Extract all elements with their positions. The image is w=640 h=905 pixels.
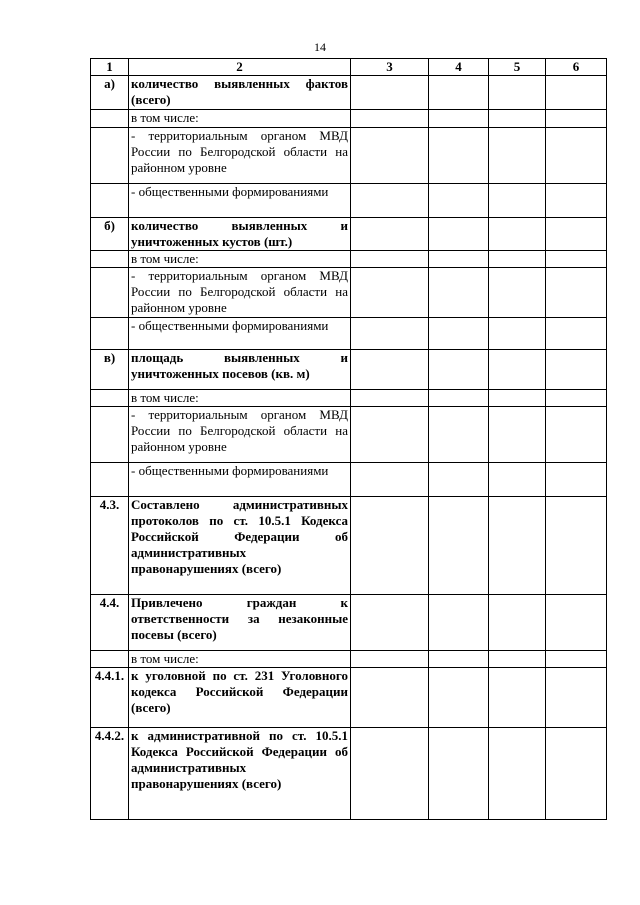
table-row bbox=[91, 407, 607, 463]
value-cell-col-6[interactable] bbox=[546, 407, 607, 463]
value-cell-col-6[interactable] bbox=[546, 268, 607, 318]
value-cell-col-4[interactable] bbox=[429, 595, 489, 651]
value-cell-col-6[interactable] bbox=[546, 110, 607, 128]
value-cell-col-5[interactable] bbox=[489, 497, 546, 595]
header-col-3: 3 bbox=[351, 59, 429, 76]
row-label: к уголовной по ст. 231 Уголовного кодекса Российской Федерации (всего) bbox=[129, 668, 351, 728]
value-cell-col-5[interactable] bbox=[489, 251, 546, 268]
value-cell-col-4[interactable] bbox=[429, 268, 489, 318]
row-number: 4.4. bbox=[91, 595, 129, 651]
row-label: - общественными формированиями bbox=[129, 463, 351, 497]
value-cell-col-5[interactable] bbox=[489, 184, 546, 218]
row-label: количество выявленных и уничтоженных кустов (шт.) bbox=[129, 218, 351, 251]
value-cell-col-4[interactable] bbox=[429, 651, 489, 668]
row-label: - территориальным органом МВД России по Белгородской области на районном уровне bbox=[129, 268, 351, 318]
value-cell-col-5[interactable] bbox=[489, 350, 546, 390]
row-number: 4.4.2. bbox=[91, 728, 129, 820]
value-cell-col-3[interactable] bbox=[351, 651, 429, 668]
header-col-2: 2 bbox=[129, 59, 351, 76]
value-cell-col-3[interactable] bbox=[351, 128, 429, 184]
table-row bbox=[91, 318, 607, 350]
value-cell-col-4[interactable] bbox=[429, 350, 489, 390]
value-cell-col-5[interactable] bbox=[489, 76, 546, 110]
row-number bbox=[91, 318, 129, 350]
row-number bbox=[91, 463, 129, 497]
value-cell-col-6[interactable] bbox=[546, 595, 607, 651]
value-cell-col-5[interactable] bbox=[489, 668, 546, 728]
value-cell-col-3[interactable] bbox=[351, 318, 429, 350]
row-label: количество выявленных фактов (всего) bbox=[129, 76, 351, 110]
report-table bbox=[90, 58, 607, 820]
row-number bbox=[91, 251, 129, 268]
value-cell-col-4[interactable] bbox=[429, 76, 489, 110]
value-cell-col-5[interactable] bbox=[489, 651, 546, 668]
row-number bbox=[91, 128, 129, 184]
row-label: в том числе: bbox=[129, 651, 351, 668]
row-number: б) bbox=[91, 218, 129, 251]
value-cell-col-3[interactable] bbox=[351, 407, 429, 463]
row-number bbox=[91, 268, 129, 318]
value-cell-col-4[interactable] bbox=[429, 184, 489, 218]
table-row bbox=[91, 268, 607, 318]
row-number bbox=[91, 110, 129, 128]
value-cell-col-6[interactable] bbox=[546, 651, 607, 668]
value-cell-col-5[interactable] bbox=[489, 463, 546, 497]
value-cell-col-3[interactable] bbox=[351, 251, 429, 268]
table-row bbox=[91, 668, 607, 728]
row-label: к административной по ст. 10.5.1 Кодекса Российской Федерации об административных правонарушениях (всего) bbox=[129, 728, 351, 820]
row-label: в том числе: bbox=[129, 110, 351, 128]
value-cell-col-6[interactable] bbox=[546, 728, 607, 820]
table-row bbox=[91, 728, 607, 820]
value-cell-col-4[interactable] bbox=[429, 251, 489, 268]
value-cell-col-6[interactable] bbox=[546, 497, 607, 595]
header-col-1: 1 bbox=[91, 59, 129, 76]
row-label: - территориальным органом МВД России по Белгородской области на районном уровне bbox=[129, 128, 351, 184]
value-cell-col-3[interactable] bbox=[351, 76, 429, 110]
value-cell-col-3[interactable] bbox=[351, 268, 429, 318]
value-cell-col-6[interactable] bbox=[546, 76, 607, 110]
value-cell-col-3[interactable] bbox=[351, 463, 429, 497]
row-number bbox=[91, 407, 129, 463]
value-cell-col-6[interactable] bbox=[546, 668, 607, 728]
row-number: в) bbox=[91, 350, 129, 390]
page-number: 14 bbox=[314, 40, 326, 54]
header-col-6: 6 bbox=[546, 59, 607, 76]
value-cell-col-3[interactable] bbox=[351, 595, 429, 651]
row-label: Составлено административных протоколов по ст. 10.5.1 Кодекса Российской Федерации об административных правонарушениях (всего) bbox=[129, 497, 351, 595]
value-cell-col-4[interactable] bbox=[429, 390, 489, 407]
row-label: - территориальным органом МВД России по Белгородской области на районном уровне bbox=[129, 407, 351, 463]
row-label: - общественными формированиями bbox=[129, 184, 351, 218]
value-cell-col-5[interactable] bbox=[489, 595, 546, 651]
table-row bbox=[91, 390, 607, 407]
table-row bbox=[91, 251, 607, 268]
value-cell-col-4[interactable] bbox=[429, 407, 489, 463]
value-cell-col-6[interactable] bbox=[546, 463, 607, 497]
value-cell-col-3[interactable] bbox=[351, 184, 429, 218]
table-row bbox=[91, 651, 607, 668]
value-cell-col-3[interactable] bbox=[351, 218, 429, 251]
row-label: - общественными формированиями bbox=[129, 318, 351, 350]
row-label: в том числе: bbox=[129, 390, 351, 407]
value-cell-col-6[interactable] bbox=[546, 218, 607, 251]
value-cell-col-6[interactable] bbox=[546, 251, 607, 268]
value-cell-col-5[interactable] bbox=[489, 268, 546, 318]
table-row bbox=[91, 218, 607, 251]
value-cell-col-5[interactable] bbox=[489, 128, 546, 184]
row-number: а) bbox=[91, 76, 129, 110]
value-cell-col-6[interactable] bbox=[546, 318, 607, 350]
value-cell-col-5[interactable] bbox=[489, 110, 546, 128]
table-row bbox=[91, 595, 607, 651]
row-number: 4.3. bbox=[91, 497, 129, 595]
value-cell-col-3[interactable] bbox=[351, 668, 429, 728]
row-label: Привлечено граждан к ответственности за незаконные посевы (всего) bbox=[129, 595, 351, 651]
value-cell-col-6[interactable] bbox=[546, 128, 607, 184]
value-cell-col-5[interactable] bbox=[489, 318, 546, 350]
value-cell-col-6[interactable] bbox=[546, 390, 607, 407]
value-cell-col-4[interactable] bbox=[429, 110, 489, 128]
row-number bbox=[91, 651, 129, 668]
table-row bbox=[91, 350, 607, 390]
table-row bbox=[91, 463, 607, 497]
value-cell-col-3[interactable] bbox=[351, 110, 429, 128]
value-cell-col-3[interactable] bbox=[351, 728, 429, 820]
table-row bbox=[91, 497, 607, 595]
value-cell-col-3[interactable] bbox=[351, 350, 429, 390]
row-number bbox=[91, 390, 129, 407]
value-cell-col-3[interactable] bbox=[351, 390, 429, 407]
table-row bbox=[91, 128, 607, 184]
value-cell-col-6[interactable] bbox=[546, 184, 607, 218]
header-row bbox=[91, 59, 607, 76]
value-cell-col-5[interactable] bbox=[489, 390, 546, 407]
row-number: 4.4.1. bbox=[91, 668, 129, 728]
table-row bbox=[91, 184, 607, 218]
value-cell-col-4[interactable] bbox=[429, 318, 489, 350]
row-label: площадь выявленных и уничтоженных посевов (кв. м) bbox=[129, 350, 351, 390]
row-number bbox=[91, 184, 129, 218]
value-cell-col-4[interactable] bbox=[429, 128, 489, 184]
header-col-5: 5 bbox=[489, 59, 546, 76]
table-row bbox=[91, 76, 607, 110]
value-cell-col-6[interactable] bbox=[546, 350, 607, 390]
value-cell-col-5[interactable] bbox=[489, 407, 546, 463]
value-cell-col-3[interactable] bbox=[351, 497, 429, 595]
value-cell-col-4[interactable] bbox=[429, 497, 489, 595]
value-cell-col-4[interactable] bbox=[429, 218, 489, 251]
row-label: в том числе: bbox=[129, 251, 351, 268]
value-cell-col-5[interactable] bbox=[489, 218, 546, 251]
table-body bbox=[91, 76, 607, 820]
value-cell-col-4[interactable] bbox=[429, 728, 489, 820]
value-cell-col-4[interactable] bbox=[429, 463, 489, 497]
value-cell-col-4[interactable] bbox=[429, 668, 489, 728]
table-row bbox=[91, 110, 607, 128]
value-cell-col-5[interactable] bbox=[489, 728, 546, 820]
header-col-4: 4 bbox=[429, 59, 489, 76]
